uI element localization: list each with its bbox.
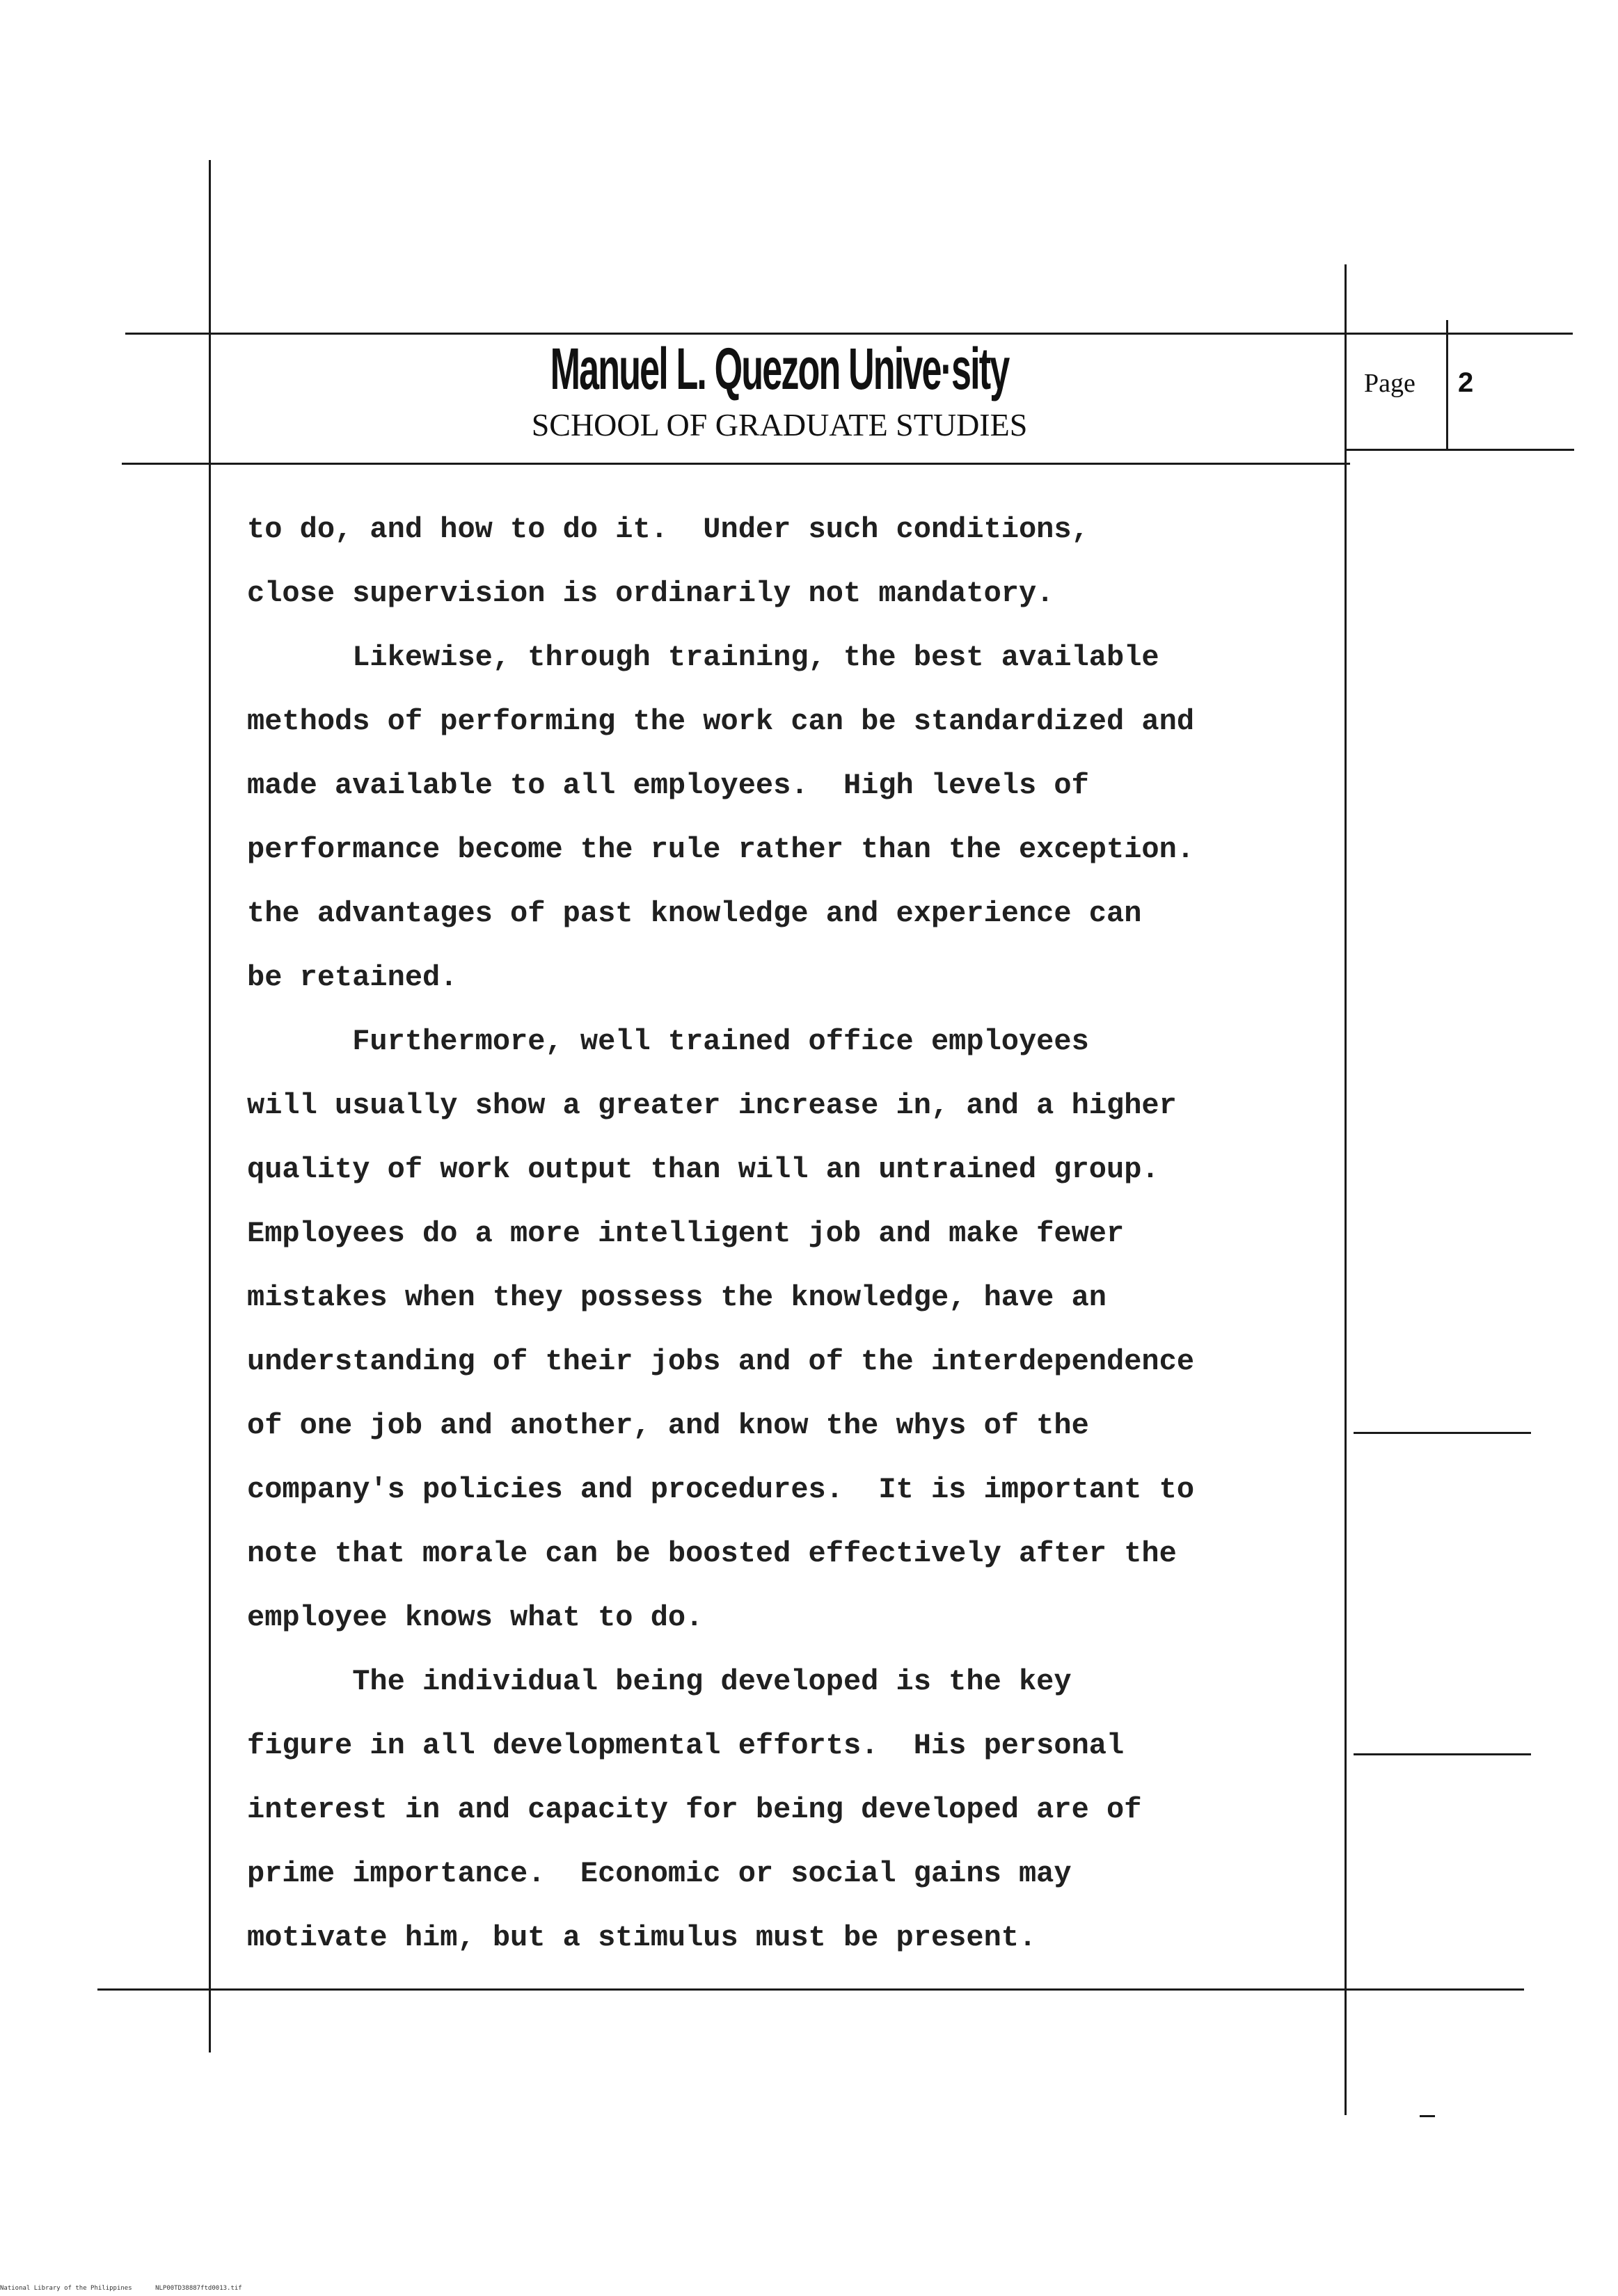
text-line: quality of work output than will an untrained group.: [247, 1153, 1159, 1186]
right-tick-rule-2: [1354, 1753, 1531, 1755]
text-line: employee knows what to do.: [247, 1601, 704, 1634]
right-margin-line: [1345, 264, 1347, 2115]
file-identifier: NLP00TD38887ftd0013.tif: [155, 2285, 242, 2292]
text-line: note that morale can be boosted effectively after the: [247, 1537, 1177, 1570]
left-margin-line: [209, 160, 211, 2052]
header-bottom-rule: [122, 463, 1350, 465]
text-line: prime importance. Economic or social gains may: [247, 1857, 1072, 1890]
text-line: close supervision is ordinarily not mandatory.: [247, 577, 1054, 610]
university-name: Manuel L. Quezon Unive·sity: [550, 336, 1009, 401]
text-line: interest in and capacity for being developed are of: [247, 1793, 1142, 1826]
text-line: company's policies and procedures. It is important to: [247, 1473, 1195, 1506]
text-line: performance become the rule rather than the exception.: [247, 833, 1195, 866]
text-line: mistakes when they possess the knowledge, have an: [247, 1281, 1107, 1314]
right-tick-rule-1: [1354, 1432, 1531, 1434]
text-line: motivate him, but a stimulus must be present.: [247, 1921, 1037, 1954]
page-box-bottom-rule: [1345, 449, 1574, 451]
text-line: Likewise, through training, the best available: [247, 641, 1159, 674]
scan-footer: [0, 2285, 262, 2292]
text-line: will usually show a greater increase in, and a higher: [247, 1089, 1177, 1122]
text-line: figure in all developmental efforts. His personal: [247, 1729, 1125, 1762]
text-line: made available to all employees. High levels of: [247, 769, 1089, 802]
text-line: Employees do a more intelligent job and make fewer: [247, 1217, 1125, 1250]
bottom-right-tick: [1420, 2115, 1435, 2117]
school-name: SCHOOL OF GRADUATE STUDIES: [531, 407, 1028, 443]
text-line: to do, and how to do it. Under such conditions,: [247, 513, 1089, 546]
text-line: the advantages of past knowledge and experience can: [247, 897, 1142, 930]
header-top-rule: [125, 333, 1573, 335]
text-line: methods of performing the work can be standardized and: [247, 705, 1195, 738]
text-line: of one job and another, and know the whys of the: [247, 1409, 1089, 1442]
text-line: Furthermore, well trained office employees: [247, 1025, 1089, 1058]
footer-rule: [97, 1988, 1524, 1991]
library-credit: National Library of the Philippines: [0, 2285, 132, 2292]
text-line: The individual being developed is the key: [247, 1665, 1072, 1698]
page-number: 2: [1458, 367, 1474, 398]
text-line: understanding of their jobs and of the interdependence: [247, 1345, 1195, 1378]
text-line: be retained.: [247, 961, 458, 994]
page-label: Page: [1364, 369, 1415, 398]
